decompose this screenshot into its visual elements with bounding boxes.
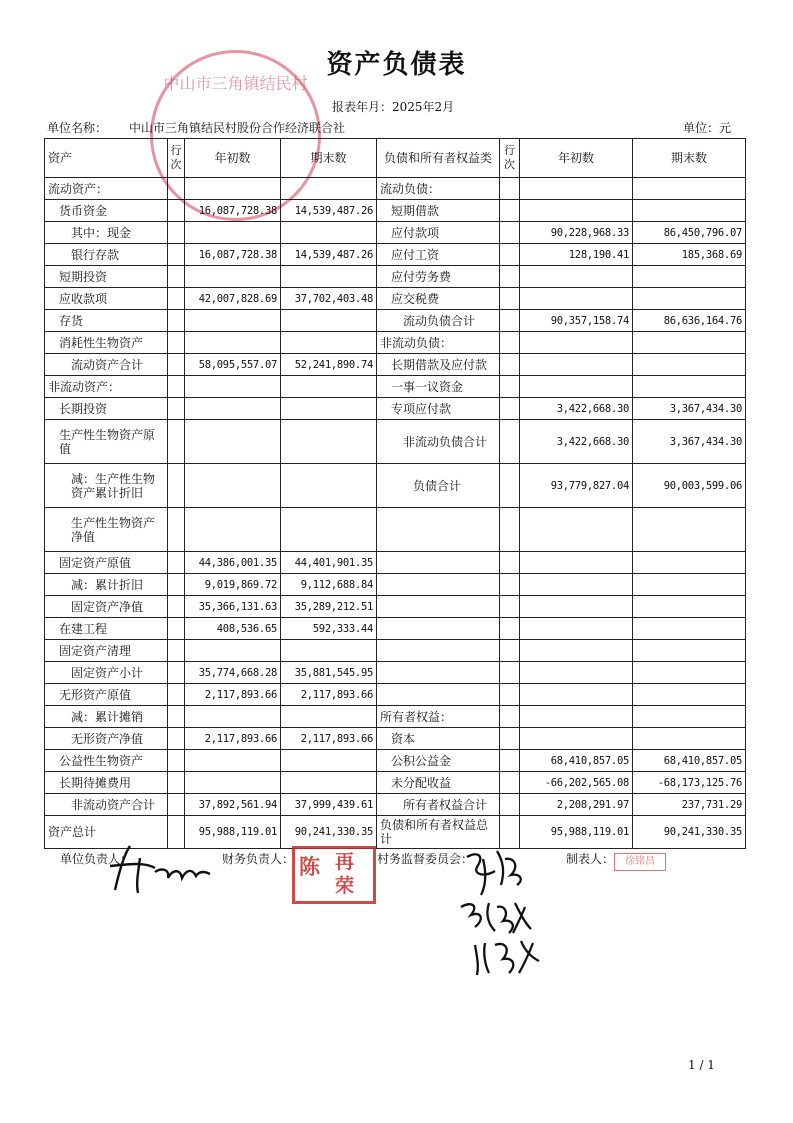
liability-end (633, 684, 746, 706)
handwritten-signature-head (100, 838, 220, 898)
liability-begin (520, 266, 633, 288)
liability-label: 流动负债： (377, 178, 500, 200)
signature-unit-head: 单位负责人： (60, 852, 133, 866)
asset-end (281, 376, 377, 398)
liability-begin: 3,422,668.30 (520, 398, 633, 420)
asset-begin: 37,892,561.94 (185, 794, 281, 816)
signature-preparer: 制表人： (566, 852, 615, 866)
line-no (168, 332, 185, 354)
table-row (45, 684, 746, 706)
asset-begin: 58,095,557.07 (185, 354, 281, 376)
table-row (45, 508, 746, 552)
liability-label: 公积公益金 (377, 750, 500, 772)
line-no (168, 706, 185, 728)
unit-name-line (47, 119, 345, 136)
table-row (45, 618, 746, 640)
liability-begin: 90,228,968.33 (520, 222, 633, 244)
asset-begin (185, 706, 281, 728)
line-no (500, 288, 520, 310)
line-no (500, 266, 520, 288)
asset-begin: 95,988,119.01 (185, 816, 281, 849)
liability-end (633, 200, 746, 222)
unit-name-value: 中山市三角镇结民村股份合作经济联合社 (129, 121, 346, 135)
asset-label: 短期投资 (45, 266, 168, 288)
currency-unit: 单位：元 (683, 121, 732, 135)
header-asset: 资产 (45, 139, 168, 178)
round-seal-text: 中山市三角镇结民村 (163, 74, 308, 93)
line-no (168, 574, 185, 596)
asset-end (281, 772, 377, 794)
liability-end: 3,367,434.30 (633, 398, 746, 420)
asset-label: 公益性生物资产 (45, 750, 168, 772)
asset-end: 37,999,439.61 (281, 794, 377, 816)
seal-char-1: 陈 (299, 855, 320, 879)
asset-end (281, 398, 377, 420)
liability-label (377, 508, 500, 552)
table-row (45, 200, 746, 222)
liability-label (377, 662, 500, 684)
asset-label: 非流动资产合计 (45, 794, 168, 816)
asset-label: 无形资产原值 (45, 684, 168, 706)
liability-label: 负债和所有者权益总计 (377, 816, 500, 849)
line-no (500, 222, 520, 244)
liability-begin (520, 332, 633, 354)
page-number: 1 / 1 (688, 1058, 715, 1072)
liability-begin: 2,208,291.97 (520, 794, 633, 816)
preparer-seal: 徐铭昌 (614, 853, 666, 871)
liability-begin (520, 662, 633, 684)
asset-end: 2,117,893.66 (281, 728, 377, 750)
asset-begin (185, 420, 281, 464)
finance-head-seal (292, 846, 376, 904)
table-row (45, 398, 746, 420)
liability-end (633, 574, 746, 596)
line-no (168, 552, 185, 574)
liability-begin (520, 618, 633, 640)
liability-end: 86,450,796.07 (633, 222, 746, 244)
liability-end (633, 552, 746, 574)
asset-label: 减：生产性生物资产累计折旧 (45, 464, 168, 508)
asset-label: 资产总计 (45, 816, 168, 849)
line-no (168, 266, 185, 288)
liability-begin (520, 376, 633, 398)
asset-label: 货币资金 (45, 200, 168, 222)
liability-label: 负债合计 (377, 464, 500, 508)
asset-end (281, 464, 377, 508)
table-row (45, 310, 746, 332)
liability-begin (520, 200, 633, 222)
line-no (168, 288, 185, 310)
table-row (45, 750, 746, 772)
signature-finance-head: 财务负责人： (222, 852, 295, 866)
asset-begin (185, 508, 281, 552)
asset-begin: 35,366,131.63 (185, 596, 281, 618)
line-no (500, 794, 520, 816)
liability-label: 应交税费 (377, 288, 500, 310)
asset-end (281, 750, 377, 772)
liability-begin: 95,988,119.01 (520, 816, 633, 849)
line-no (168, 178, 185, 200)
liability-end (633, 640, 746, 662)
liability-begin: 68,410,857.05 (520, 750, 633, 772)
asset-begin: 16,087,728.38 (185, 200, 281, 222)
liability-label: 非流动负债： (377, 332, 500, 354)
liability-begin (520, 574, 633, 596)
asset-end (281, 508, 377, 552)
liability-label: 长期借款及应付款 (377, 354, 500, 376)
asset-label: 银行存款 (45, 244, 168, 266)
liability-label (377, 640, 500, 662)
table-row (45, 288, 746, 310)
line-no (168, 640, 185, 662)
liability-end (633, 662, 746, 684)
liability-end (633, 354, 746, 376)
line-no (168, 596, 185, 618)
seal-char-2: 再 (335, 851, 355, 873)
report-period: 报表年月：2025年2月 (332, 100, 455, 114)
line-no (168, 728, 185, 750)
liability-begin: 128,190.41 (520, 244, 633, 266)
line-no (168, 662, 185, 684)
line-no (500, 596, 520, 618)
line-no (168, 794, 185, 816)
asset-label: 流动资产合计 (45, 354, 168, 376)
table-row (45, 244, 746, 266)
header-end-2: 期末数 (633, 139, 746, 178)
table-row (45, 772, 746, 794)
liability-begin (520, 508, 633, 552)
asset-label: 长期投资 (45, 398, 168, 420)
table-row (45, 222, 746, 244)
asset-begin (185, 464, 281, 508)
liability-begin (520, 596, 633, 618)
asset-end (281, 222, 377, 244)
asset-begin (185, 266, 281, 288)
line-no (168, 354, 185, 376)
line-no (168, 398, 185, 420)
asset-label: 固定资产净值 (45, 596, 168, 618)
line-no (168, 750, 185, 772)
line-no (500, 376, 520, 398)
liability-label: 所有者权益： (377, 706, 500, 728)
header-row (45, 139, 746, 178)
asset-begin: 35,774,668.28 (185, 662, 281, 684)
asset-begin (185, 332, 281, 354)
line-no (500, 464, 520, 508)
asset-end: 35,881,545.95 (281, 662, 377, 684)
liability-label: 专项应付款 (377, 398, 500, 420)
line-no (500, 420, 520, 464)
liability-begin (520, 728, 633, 750)
asset-begin: 42,007,828.69 (185, 288, 281, 310)
liability-begin (520, 552, 633, 574)
asset-end (281, 178, 377, 200)
line-no (168, 684, 185, 706)
line-no (168, 464, 185, 508)
header-end: 期末数 (281, 139, 377, 178)
table-row (45, 794, 746, 816)
liability-end (633, 266, 746, 288)
table-row (45, 728, 746, 750)
line-no (168, 772, 185, 794)
liability-end: 185,368.69 (633, 244, 746, 266)
handwritten-signature-supervisors (455, 845, 565, 980)
liability-end (633, 728, 746, 750)
asset-label: 消耗性生物资产 (45, 332, 168, 354)
asset-end: 9,112,688.84 (281, 574, 377, 596)
liability-end: 90,003,599.06 (633, 464, 746, 508)
line-no (168, 244, 185, 266)
liability-label (377, 596, 500, 618)
asset-begin: 16,087,728.38 (185, 244, 281, 266)
line-no (500, 728, 520, 750)
asset-begin: 44,386,001.35 (185, 552, 281, 574)
asset-label: 生产性生物资产净值 (45, 508, 168, 552)
liability-begin (520, 288, 633, 310)
asset-begin (185, 222, 281, 244)
asset-begin (185, 310, 281, 332)
line-no (500, 640, 520, 662)
liability-end (633, 288, 746, 310)
line-no (168, 310, 185, 332)
asset-end: 52,241,890.74 (281, 354, 377, 376)
line-no (500, 552, 520, 574)
header-line-no: 行次 (168, 139, 185, 178)
liability-end: 68,410,857.05 (633, 750, 746, 772)
liability-end: 237,731.29 (633, 794, 746, 816)
asset-label: 在建工程 (45, 618, 168, 640)
asset-end: 90,241,330.35 (281, 816, 377, 849)
header-begin-2: 年初数 (520, 139, 633, 178)
table-row (45, 706, 746, 728)
table-row (45, 662, 746, 684)
liability-begin: 93,779,827.04 (520, 464, 633, 508)
line-no (168, 222, 185, 244)
asset-label: 长期待摊费用 (45, 772, 168, 794)
balance-sheet-table (44, 138, 746, 849)
asset-end: 592,333.44 (281, 618, 377, 640)
line-no (500, 508, 520, 552)
line-no (168, 618, 185, 640)
table-row (45, 376, 746, 398)
line-no (500, 310, 520, 332)
liability-end (633, 508, 746, 552)
liability-end: 86,636,164.76 (633, 310, 746, 332)
liability-begin (520, 684, 633, 706)
asset-begin (185, 398, 281, 420)
line-no (500, 816, 520, 849)
liability-label: 应付劳务费 (377, 266, 500, 288)
liability-label: 未分配收益 (377, 772, 500, 794)
asset-end (281, 420, 377, 464)
asset-end (281, 266, 377, 288)
line-no (500, 398, 520, 420)
asset-end: 14,539,487.26 (281, 244, 377, 266)
liability-begin: -66,202,565.08 (520, 772, 633, 794)
table-row (45, 420, 746, 464)
asset-end: 14,539,487.26 (281, 200, 377, 222)
liability-end (633, 596, 746, 618)
asset-end: 2,117,893.66 (281, 684, 377, 706)
liability-begin: 3,422,668.30 (520, 420, 633, 464)
liability-end: 90,241,330.35 (633, 816, 746, 849)
asset-end (281, 310, 377, 332)
asset-begin (185, 376, 281, 398)
liability-label: 应付款项 (377, 222, 500, 244)
line-no (500, 618, 520, 640)
header-liabilities: 负债和所有者权益类 (377, 139, 500, 178)
asset-end (281, 706, 377, 728)
asset-begin: 2,117,893.66 (185, 684, 281, 706)
line-no (168, 376, 185, 398)
asset-end (281, 640, 377, 662)
table-row (45, 332, 746, 354)
table-row (45, 552, 746, 574)
seal-char-3: 荣 (335, 875, 355, 897)
line-no (168, 200, 185, 222)
asset-begin: 9,019,869.72 (185, 574, 281, 596)
header-begin: 年初数 (185, 139, 281, 178)
liability-label: 短期借款 (377, 200, 500, 222)
liability-end (633, 618, 746, 640)
asset-begin (185, 178, 281, 200)
liability-label (377, 684, 500, 706)
liability-label (377, 618, 500, 640)
asset-begin (185, 772, 281, 794)
table-row (45, 178, 746, 200)
asset-begin (185, 750, 281, 772)
asset-end: 44,401,901.35 (281, 552, 377, 574)
asset-label: 无形资产净值 (45, 728, 168, 750)
asset-begin (185, 640, 281, 662)
table-row (45, 574, 746, 596)
asset-label: 其中：现金 (45, 222, 168, 244)
liability-end (633, 376, 746, 398)
liability-label: 所有者权益合计 (377, 794, 500, 816)
asset-label: 固定资产原值 (45, 552, 168, 574)
line-no (500, 750, 520, 772)
liability-begin (520, 178, 633, 200)
line-no (500, 662, 520, 684)
asset-label: 流动资产： (45, 178, 168, 200)
table-row (45, 640, 746, 662)
asset-begin: 2,117,893.66 (185, 728, 281, 750)
table-row (45, 266, 746, 288)
liability-end (633, 332, 746, 354)
line-no (500, 178, 520, 200)
liability-label: 应付工资 (377, 244, 500, 266)
line-no (500, 574, 520, 596)
asset-end: 35,289,212.51 (281, 596, 377, 618)
table-row (45, 354, 746, 376)
asset-label: 固定资产小计 (45, 662, 168, 684)
line-no (168, 508, 185, 552)
liability-label (377, 552, 500, 574)
line-no (500, 354, 520, 376)
line-no (500, 772, 520, 794)
signature-supervisor: 村务监督委员会： (377, 852, 474, 866)
liability-end: -68,173,125.76 (633, 772, 746, 794)
liability-begin: 90,357,158.74 (520, 310, 633, 332)
line-no (500, 684, 520, 706)
line-no (168, 420, 185, 464)
page-title: 资产负债表 (326, 50, 467, 80)
liability-begin (520, 640, 633, 662)
asset-label: 减：累计摊销 (45, 706, 168, 728)
liability-end (633, 178, 746, 200)
asset-end: 37,702,403.48 (281, 288, 377, 310)
liability-label (377, 574, 500, 596)
asset-end (281, 332, 377, 354)
unit-name-label: 单位名称： (47, 121, 108, 135)
asset-label: 固定资产清理 (45, 640, 168, 662)
liability-label: 一事一议资金 (377, 376, 500, 398)
asset-label: 生产性生物资产原值 (45, 420, 168, 464)
line-no (500, 244, 520, 266)
line-no (500, 200, 520, 222)
liability-label: 流动负债合计 (377, 310, 500, 332)
asset-label: 减：累计折旧 (45, 574, 168, 596)
table-row (45, 596, 746, 618)
header-line-no-2: 行次 (500, 139, 520, 178)
liability-begin (520, 706, 633, 728)
liability-label: 非流动负债合计 (377, 420, 500, 464)
table-row (45, 464, 746, 508)
liability-end (633, 706, 746, 728)
asset-label: 应收款项 (45, 288, 168, 310)
liability-label: 资本 (377, 728, 500, 750)
line-no (500, 332, 520, 354)
asset-begin: 408,536.65 (185, 618, 281, 640)
asset-label: 非流动资产： (45, 376, 168, 398)
line-no (500, 706, 520, 728)
liability-begin (520, 354, 633, 376)
asset-label: 存货 (45, 310, 168, 332)
liability-end: 3,367,434.30 (633, 420, 746, 464)
